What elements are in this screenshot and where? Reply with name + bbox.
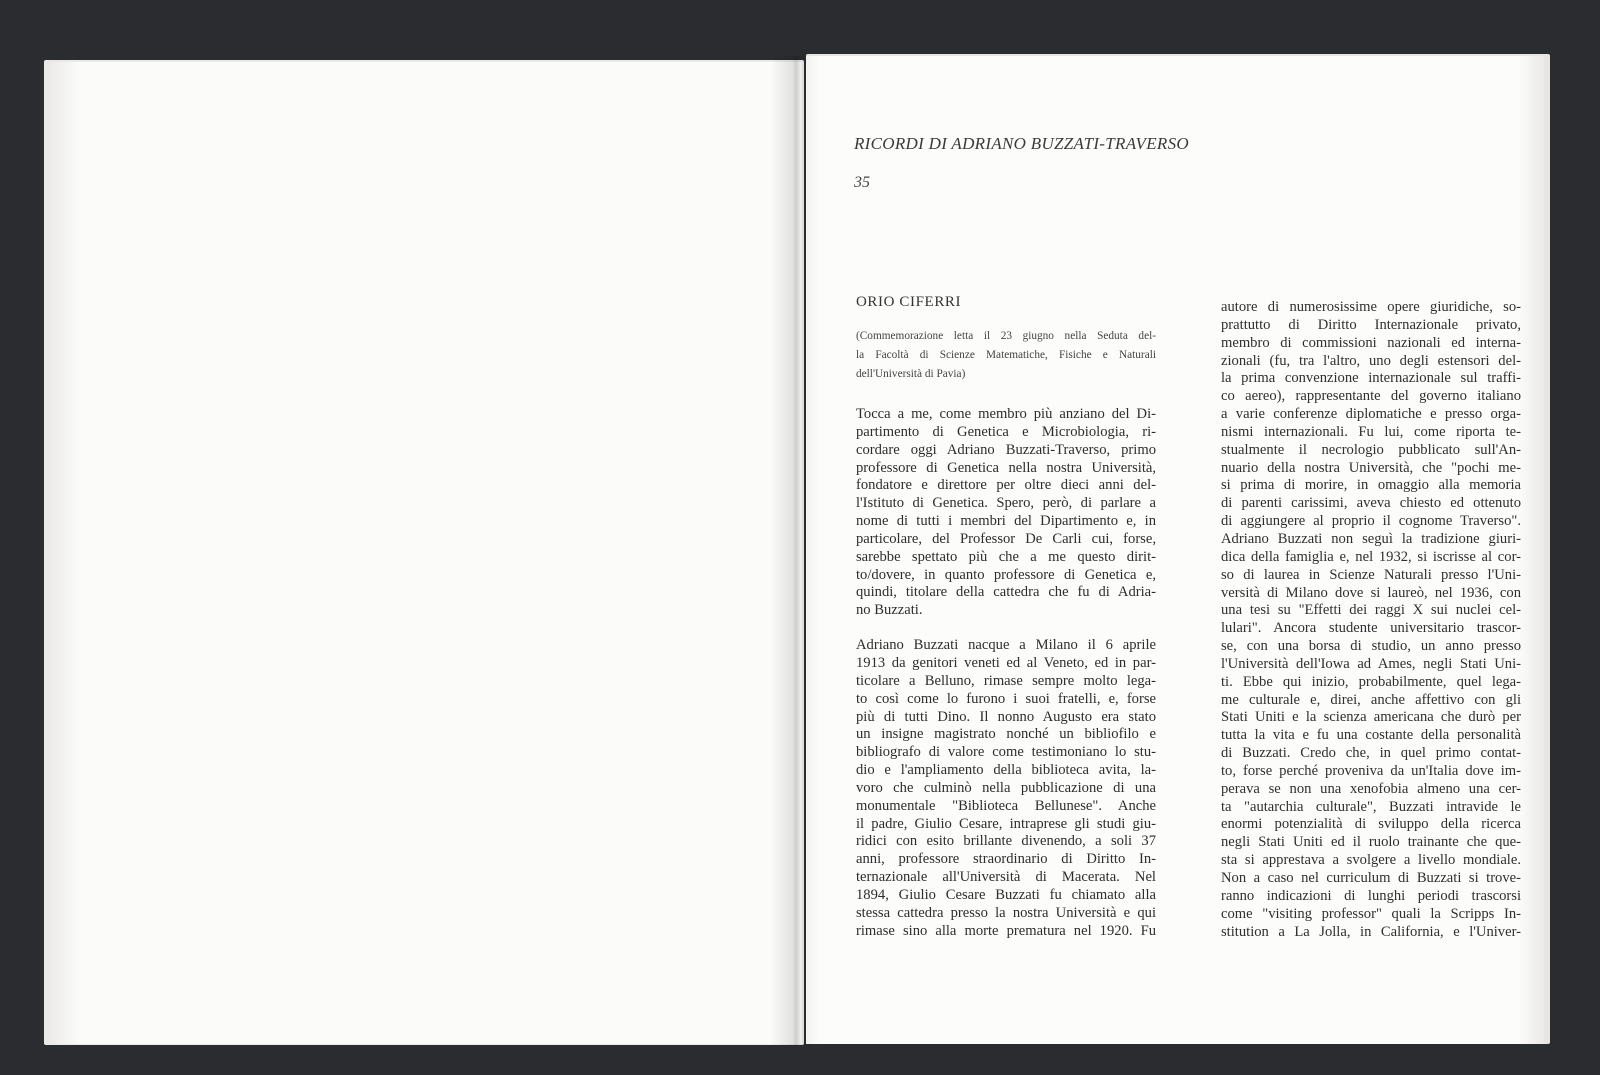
text-line: un insigne magistrato nonché un bibliofilo e (856, 726, 1156, 743)
text-line: rimase sino alla morte prematura nel 1920. Fu (856, 922, 1156, 939)
text-line: bibliografo di valore come testimoniano lo stu- (856, 744, 1156, 761)
text-line: Non a caso nel curriculum di Buzzati si trove- (1221, 870, 1521, 886)
right-page-edge-shading (1518, 56, 1544, 1044)
note-line: la Facoltà di Scienze Matematiche, Fisiche e Naturali (856, 349, 1156, 361)
text-line: anni, professore straordinario di Diritto In- (856, 851, 1156, 868)
text-line: to/dovere, in quanto professore di Genetica e, (856, 566, 1156, 583)
text-line: negli Stati Uniti ed il ruolo trainante che que- (1221, 834, 1521, 851)
text-line: quindi, titolare della cattedra che fu di Adria- (856, 584, 1156, 601)
text-line: una tesi su "Effetti dei raggi X sui nuclei cel- (1221, 602, 1521, 619)
text-line: 1913 da genitori veneti ed al Veneto, ed in par- (856, 654, 1156, 671)
text-line: enormi potenzialità di sviluppo della ricerca (1221, 816, 1521, 833)
note-line: (Commemorazione letta il 23 giugno nella Seduta del- (856, 330, 1156, 342)
text-line: di Buzzati. Credo che, in quel primo contat- (1221, 745, 1521, 762)
text-line: autore di numerosissime opere giuridiche, so- (1221, 299, 1521, 315)
text-line: me culturale e, direi, anche affettivo con gli (1221, 691, 1521, 708)
text-line: dica della famiglia e, nel 1932, si iscrisse al cor- (1221, 548, 1521, 565)
right-page (806, 56, 1544, 1044)
text-line: zionali (fu, tra l'altro, uno degli estensori del- (1221, 352, 1521, 369)
text-line: si prima di morire, in omaggio alla memoria (1221, 477, 1521, 494)
text-line: nismi internazionali. Fu lui, come riporta te- (1221, 423, 1521, 440)
text-line: stessa cattedra presso la nostra Università e qui (856, 904, 1156, 921)
text-line: ta "autarchia culturale", Buzzati intravide le (1221, 798, 1521, 815)
book-spine-shadow (770, 56, 820, 1046)
text-line: ti. Ebbe qui inizio, probabilmente, quel lega- (1221, 673, 1521, 690)
text-line: ticolare a Belluno, rimase sempre molto lega- (856, 672, 1156, 689)
text-line: perava se non una xenofobia almeno una cer- (1221, 780, 1521, 797)
text-line: so di laurea in Scienze Naturali presso l'Uni- (1221, 566, 1521, 583)
left-page-blank (50, 62, 802, 1044)
text-line: l'Istituto di Genetica. Spero, però, di parlare a (856, 495, 1156, 512)
text-line: to, forse perché proveniva da un'Italia dove im- (1221, 762, 1521, 779)
text-column-left (856, 294, 1156, 940)
text-line: professore di Genetica nella nostra Università, (856, 459, 1156, 476)
text-line: ternazionale all'Università di Macerata. Nel (856, 869, 1156, 886)
running-head: RICORDI DI ADRIANO BUZZATI-TRAVERSO (854, 134, 1189, 153)
text-line: Stati Uniti e la scienza americana che durò per (1221, 709, 1521, 726)
note-line: dell'Università di Pavia) (856, 368, 966, 380)
commemoration-note (856, 327, 1156, 384)
text-line: particolare, del Professor De Carli cui, forse, (856, 530, 1156, 547)
text-line: come "visiting professor" quali la Scripps In- (1221, 905, 1521, 922)
text-line: nome di tutti i membri del Dipartimento e, in (856, 513, 1156, 530)
text-line: to così come lo furono i suoi fratelli, e, forse (856, 690, 1156, 707)
text-line: a varie conferenze diplomatiche e presso orga- (1221, 406, 1521, 423)
text-line: membro di commissioni nazionali ed interna- (1221, 334, 1521, 351)
text-line: ranno indicazioni di lunghi periodi trascorsi (1221, 887, 1521, 904)
text-line: di aggiungere al proprio il cognome Traverso". (1221, 513, 1521, 530)
text-line: monumentale "Biblioteca Bellunese". Anche (856, 797, 1156, 814)
paragraph-2 (856, 637, 1156, 940)
paragraph-1 (856, 406, 1156, 620)
text-line: nuario della nostra Università, che "pochi me- (1221, 459, 1521, 476)
paragraph-gap (856, 620, 1156, 637)
text-line: Tocca a me, come membro più anziano del Di- (856, 406, 1156, 422)
page-number: 35 (854, 174, 870, 191)
text-line: Adriano Buzzati non seguì la tradizione giuri- (1221, 530, 1521, 547)
text-line: lulari". Ancora studente universitario trascor- (1221, 620, 1521, 637)
text-line: co aereo), rappresentante del governo italiano (1221, 388, 1521, 405)
left-page-edge-shading (50, 62, 80, 1044)
text-line: voro che culminò nella pubblicazione di una (856, 779, 1156, 796)
text-line: stualmente il necrologio pubblicato sull'An- (1221, 441, 1521, 458)
text-line: stitution a La Jolla, in California, e l'Univer- (1221, 923, 1521, 940)
text-line: cordare oggi Adriano Buzzati-Traverso, primo (856, 441, 1156, 458)
text-line: versità di Milano dove si laureò, nel 1936, con (1221, 584, 1521, 601)
text-line: Adriano Buzzati nacque a Milano il 6 aprile (856, 637, 1156, 654)
text-line: prattutto di Diritto Internazionale privato, (1221, 316, 1521, 333)
text-line: tutta la vita e fu una costante della personalità (1221, 727, 1521, 744)
text-line: partimento di Genetica e Microbiologia, ri- (856, 423, 1156, 440)
text-line: se, con una borsa di studio, un anno presso (1221, 638, 1521, 655)
text-line: sta si apprestava a svolgere a livello mondiale. (1221, 852, 1521, 869)
text-line: la prima convenzione internazionale sul traffi- (1221, 370, 1521, 387)
text-line: sarebbe spettato più che a me questo dirit- (856, 548, 1156, 565)
text-line: no Buzzati. (856, 602, 923, 619)
text-line: fondatore e direttore per oltre dieci anni del- (856, 477, 1156, 494)
text-column-right (1221, 299, 1521, 941)
text-line: il padre, Giulio Cesare, intraprese gli studi giu- (856, 815, 1156, 832)
text-line: ridici con esito brillante divenendo, a soli 37 (856, 833, 1156, 850)
author-name: ORIO CIFERRI (856, 294, 962, 310)
text-line: 1894, Giulio Cesare Buzzati fu chiamato alla (856, 886, 1156, 903)
text-line: più di tutti Dino. Il nonno Augusto era stato (856, 708, 1156, 725)
text-line: dio e l'ampliamento della biblioteca avita, la- (856, 762, 1156, 779)
text-line: di parenti carissimi, aveva chiesto ed ottenuto (1221, 495, 1521, 512)
text-line: l'Università dell'Iowa ad Ames, negli Stati Uni- (1221, 655, 1521, 672)
